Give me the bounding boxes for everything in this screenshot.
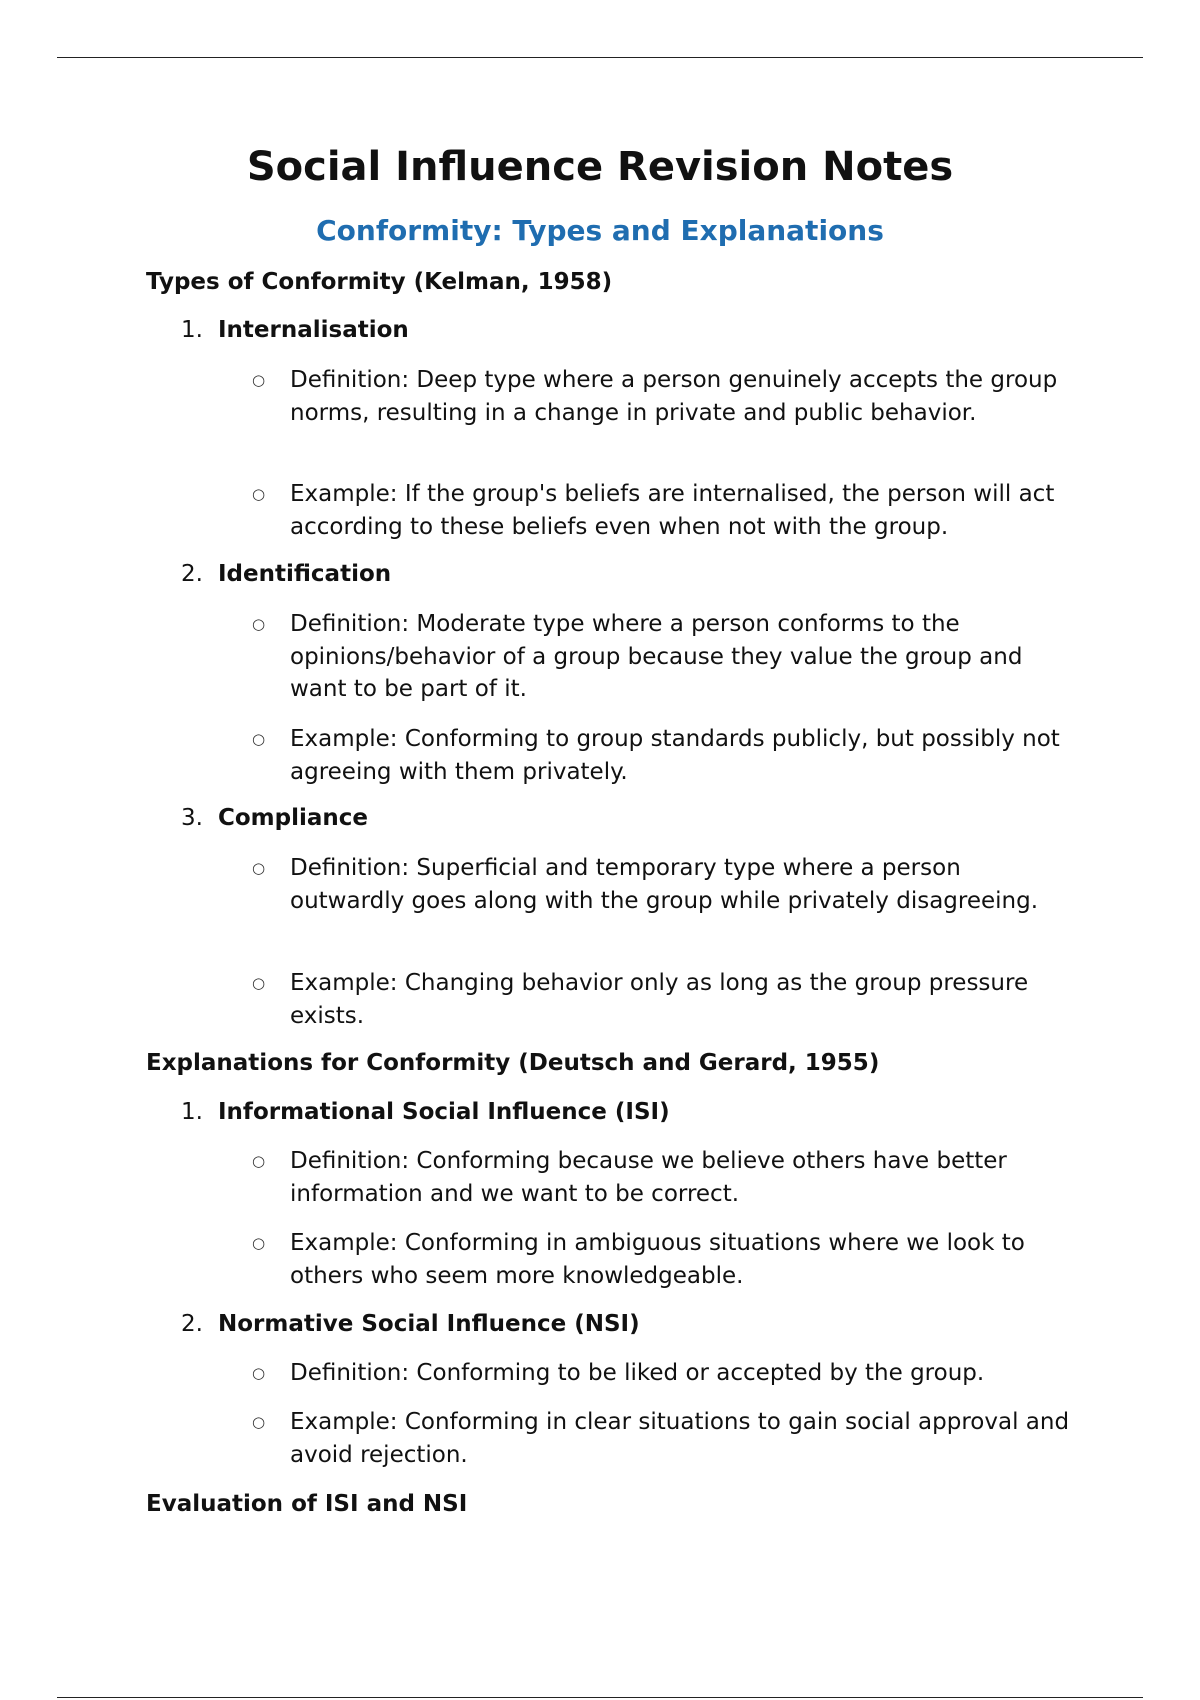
item-number: 2. [181,561,203,587]
bullet-circle-icon: ○ [252,859,266,877]
bullet-text: Definition: Conforming because we believe others have better information and we want to be correct. [290,1148,1007,1207]
list-item [252,1406,1072,1471]
list-item [252,967,1072,1032]
item-label: Compliance [218,805,369,831]
item-number: 3. [181,805,203,831]
list-item [252,608,1072,706]
list-item [252,852,1072,917]
bullet-circle-icon: ○ [252,615,266,633]
bullet-text: Example: Conforming in ambiguous situations where we look to others who seem more knowledgeable. [290,1230,1025,1289]
list-item [252,364,1072,429]
bullet-text: Definition: Deep type where a person genuinely accepts the group norms, resulting in a change in private and public behavior. [290,367,1058,426]
item-label: Informational Social Influence (ISI) [218,1099,670,1125]
bullet-text: Definition: Moderate type where a person conforms to the opinions/behavior of a group because they value the group and want to be part of it. [290,611,1023,702]
item-label: Normative Social Influence (NSI) [218,1311,640,1337]
list-item [252,1357,1072,1390]
bullet-text: Definition: Conforming to be liked or accepted by the group. [290,1360,985,1386]
item-heading-compliance [181,802,368,834]
top-rule [57,57,1143,58]
bottom-rule [57,1697,1143,1698]
section-heading-types-of-conformity: Types of Conformity (Kelman, 1958) [146,269,613,295]
bullet-circle-icon: ○ [252,730,266,748]
bullet-text: Definition: Superficial and temporary type where a person outwardly goes along with the group while privately disagreeing. [290,855,1039,914]
item-heading-internalisation [181,314,409,346]
item-label: Identification [218,561,392,587]
bullet-text: Example: Conforming to group standards publicly, but possibly not agreeing with them privately. [290,726,1060,785]
item-heading-identification [181,558,391,590]
item-number: 1. [181,317,203,343]
item-number: 1. [181,1099,203,1125]
bullet-circle-icon: ○ [252,1364,266,1382]
list-item [252,478,1072,543]
bullet-circle-icon: ○ [252,485,266,503]
item-heading-isi [181,1096,670,1128]
document-subtitle: Conformity: Types and Explanations [316,214,884,247]
list-item [252,1227,1072,1292]
list-item [252,1145,1072,1210]
bullet-circle-icon: ○ [252,1152,266,1170]
bullet-circle-icon: ○ [252,974,266,992]
bullet-circle-icon: ○ [252,1413,266,1431]
item-heading-nsi [181,1308,640,1340]
bullet-text: Example: If the group's beliefs are internalised, the person will act according to these beliefs even when not with the group. [290,481,1055,540]
item-label: Internalisation [218,317,409,343]
section-heading-explanations-for-conformity: Explanations for Conformity (Deutsch and Gerard, 1955) [146,1050,880,1076]
section-heading-evaluation: Evaluation of ISI and NSI [146,1491,468,1517]
bullet-text: Example: Changing behavior only as long as the group pressure exists. [290,970,1029,1029]
list-item [252,723,1072,788]
item-number: 2. [181,1311,203,1337]
bullet-circle-icon: ○ [252,1234,266,1252]
bullet-text: Example: Conforming in clear situations to gain social approval and avoid rejection. [290,1409,1070,1468]
document-title: Social Influence Revision Notes [246,144,954,190]
bullet-circle-icon: ○ [252,371,266,389]
